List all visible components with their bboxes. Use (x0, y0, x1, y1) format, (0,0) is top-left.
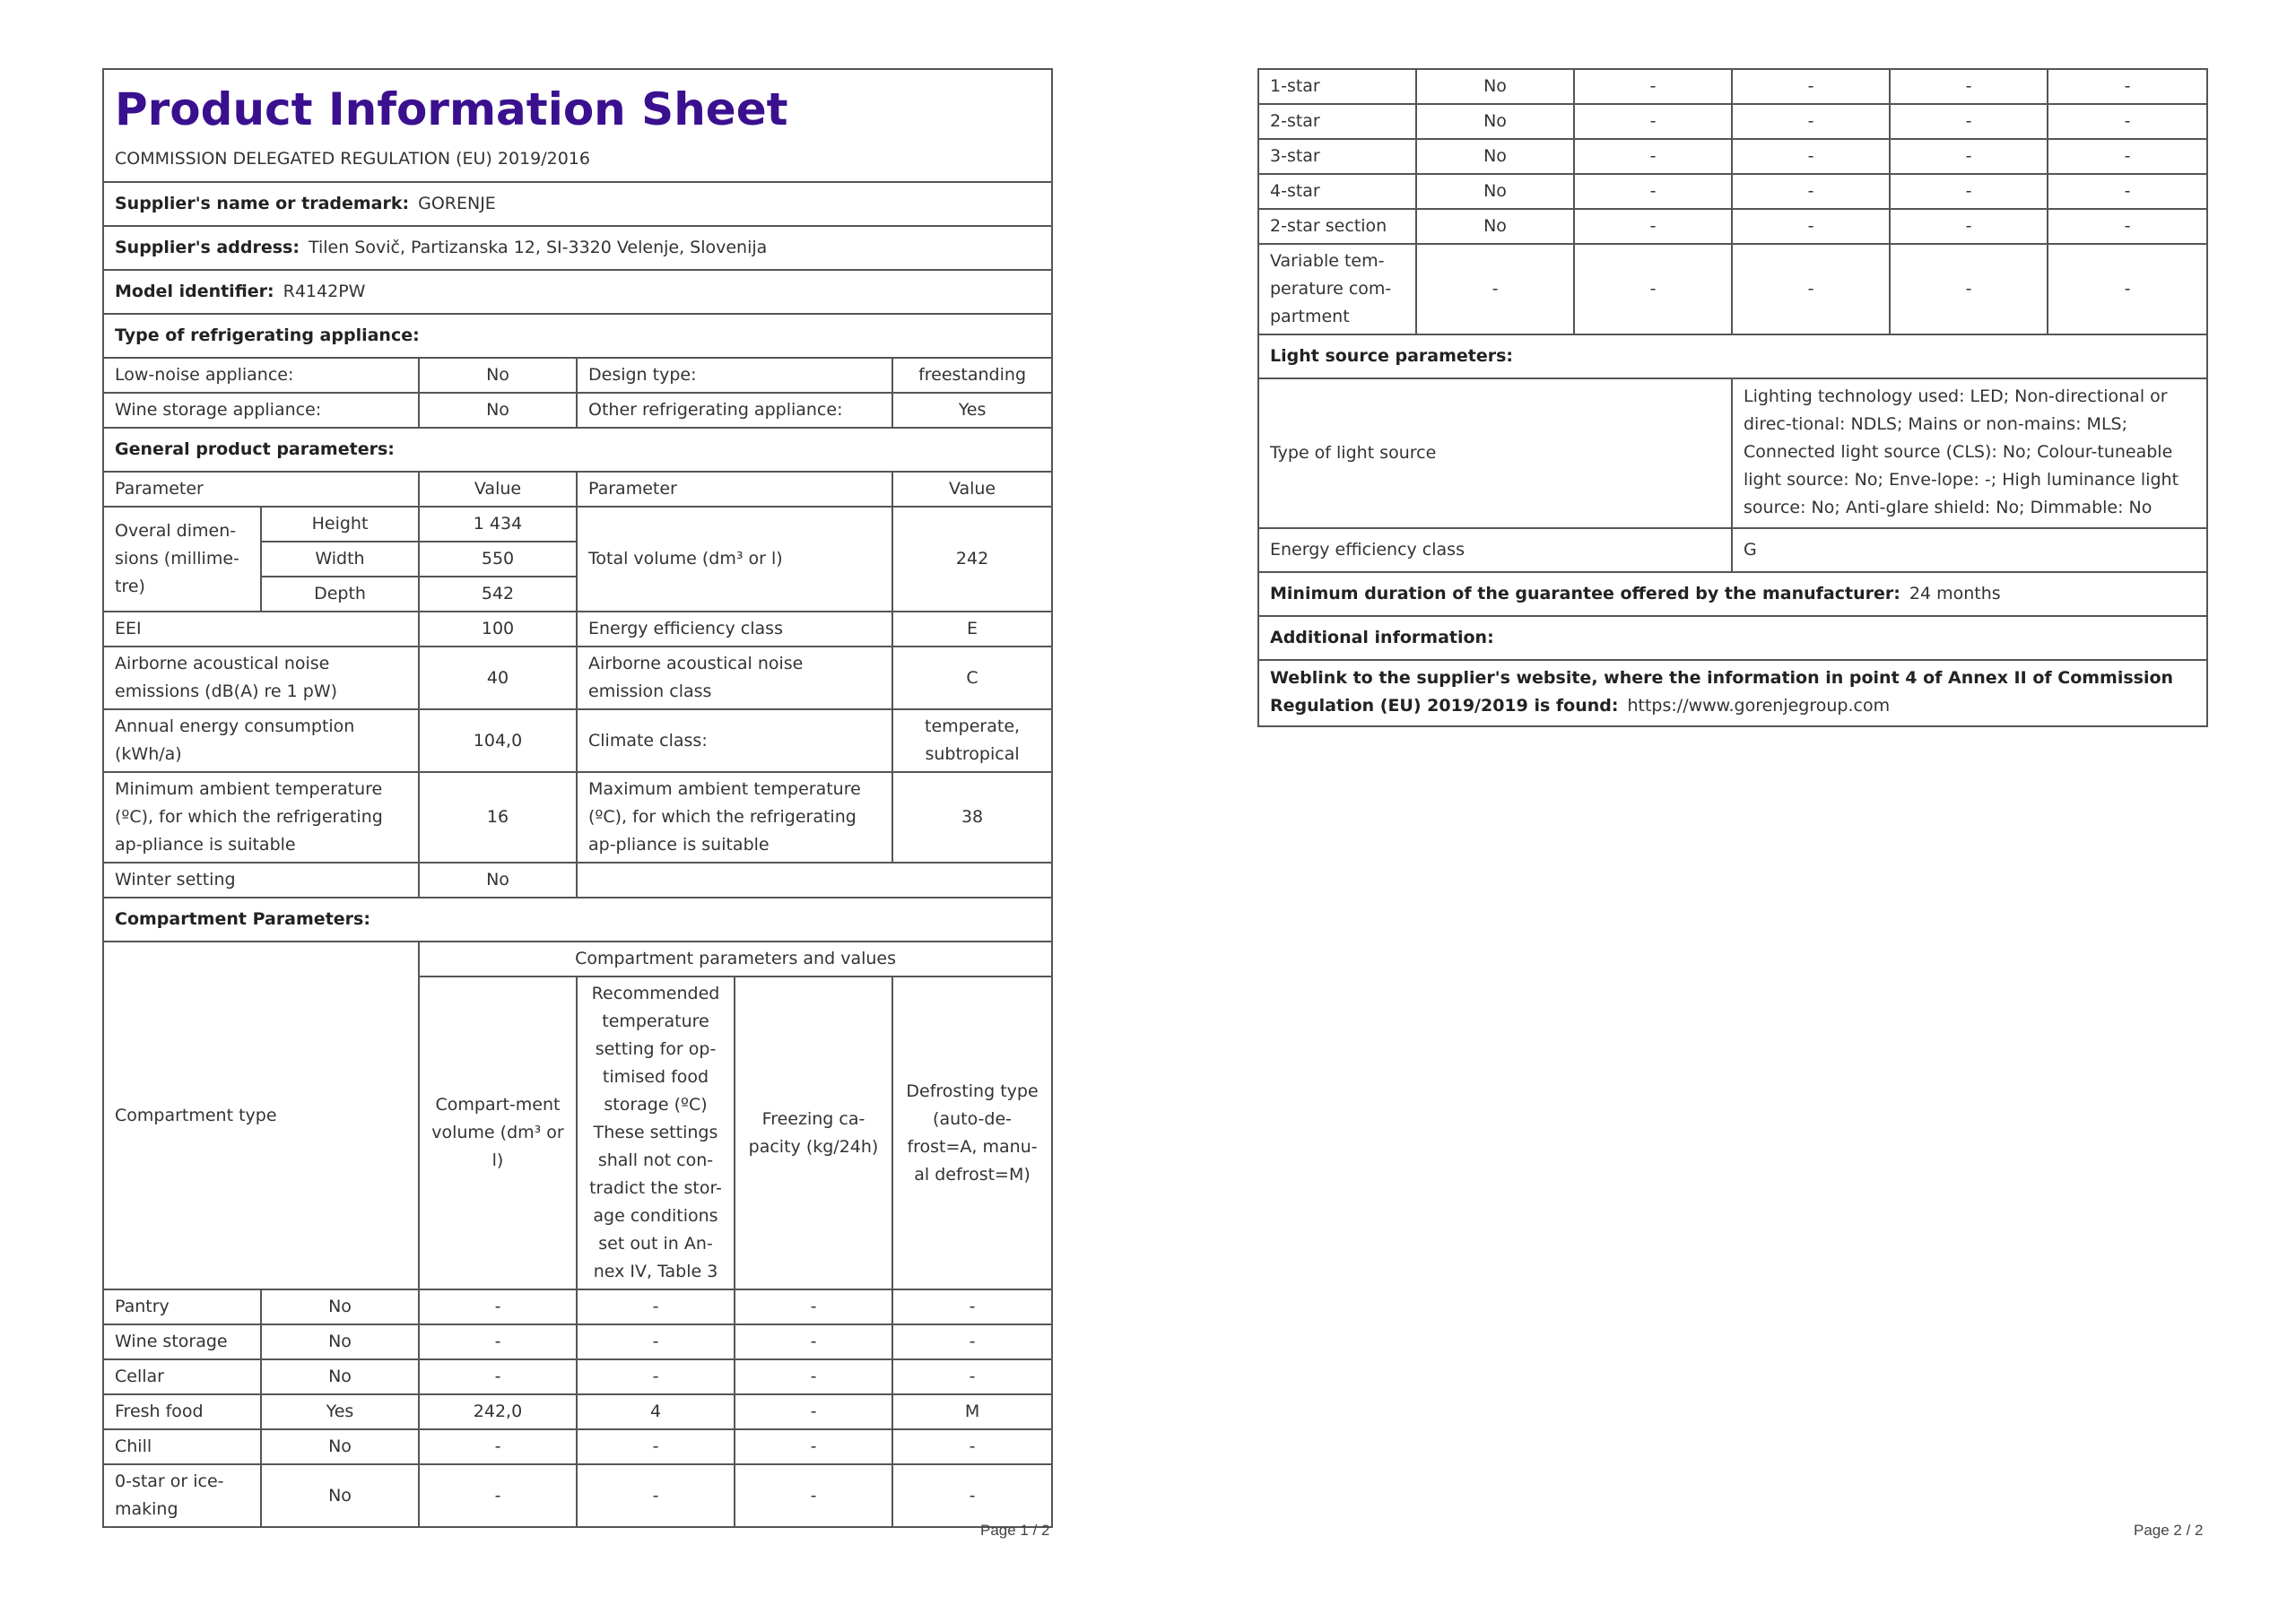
compartment-defrost: - (892, 1359, 1052, 1394)
wine-storage-label: Wine storage appliance: (103, 393, 419, 428)
compartment-present: No (261, 1289, 419, 1324)
compartment-temp: - (577, 1359, 735, 1394)
compartment-name: Fresh food (103, 1394, 261, 1429)
compartment-present: No (1416, 69, 1574, 104)
light-type-label: Type of light source (1258, 378, 1732, 528)
light-heading: Light source parameters: (1258, 334, 2207, 378)
depth-value: 542 (419, 577, 577, 612)
product-info-table-page1 (102, 68, 1053, 1528)
sheet-header (103, 69, 1052, 182)
energy-class-value: E (892, 612, 1052, 647)
energy-class-label: Energy efficiency class (577, 612, 892, 647)
supplier-name-label: Supplier's name or trademark: (115, 194, 410, 213)
compartment-defrost: - (892, 1429, 1052, 1464)
weblink-row (1258, 660, 2207, 726)
compartment-defrost: - (2048, 104, 2207, 139)
total-volume-label: Total volume (dm³ or l) (577, 507, 892, 612)
model-label: Model identifier: (115, 282, 274, 301)
compartment-freezing: - (735, 1464, 892, 1527)
climate-value: temperate, subtropical (892, 709, 1052, 772)
value-header-2: Value (892, 472, 1052, 507)
type-heading: Type of refrigerating appliance: (103, 314, 1052, 358)
compartment-freezing: - (1890, 69, 2048, 104)
compartment-volume: - (419, 1429, 577, 1464)
compartment-name: 2-star section (1258, 209, 1416, 244)
empty-cell (577, 863, 1052, 898)
compartment-present: No (261, 1429, 419, 1464)
climate-label: Climate class: (577, 709, 892, 772)
compartment-name: 3-star (1258, 139, 1416, 174)
compartment-name: Chill (103, 1429, 261, 1464)
compartment-freezing: - (735, 1289, 892, 1324)
compartment-temp: - (577, 1324, 735, 1359)
annual-energy-label: Annual energy consumption (kWh/a) (103, 709, 419, 772)
noise-class-value: C (892, 647, 1052, 709)
supplier-name-row (103, 182, 1052, 226)
compartment-row (1258, 209, 2207, 244)
light-energy-class-value: G (1732, 528, 2207, 572)
total-volume-value: 242 (892, 507, 1052, 612)
annual-energy-value: 104,0 (419, 709, 577, 772)
noise-label: Airborne acoustical noise emissions (dB(A) re 1 pW) (103, 647, 419, 709)
compartment-name: Variable tem-perature com-partment (1258, 244, 1416, 334)
compartment-volume: - (1574, 244, 1732, 334)
noise-value: 40 (419, 647, 577, 709)
compartment-present: - (1416, 244, 1574, 334)
col-temp-header: Recommended temperature setting for op-timised food storage (ºC) These settings shall not con-tradict the stor-age conditions set out in An-nex IV, Table 3 (577, 976, 735, 1289)
guarantee-row (1258, 572, 2207, 616)
wine-storage-value: No (419, 393, 577, 428)
compartment-volume: - (1574, 209, 1732, 244)
compartment-present: No (1416, 139, 1574, 174)
compartment-present: No (261, 1464, 419, 1527)
general-heading: General product parameters: (103, 428, 1052, 472)
compartment-row (103, 1464, 1052, 1527)
page-number-2: Page 2 / 2 (2134, 1522, 2204, 1539)
guarantee-value: 24 months (1909, 584, 2001, 603)
compartment-defrost: - (2048, 244, 2207, 334)
design-type-label: Design type: (577, 358, 892, 393)
compartment-defrost: - (2048, 174, 2207, 209)
max-temp-value: 38 (892, 772, 1052, 863)
height-label: Height (261, 507, 419, 542)
low-noise-label: Low-noise appliance: (103, 358, 419, 393)
depth-label: Depth (261, 577, 419, 612)
min-temp-value: 16 (419, 772, 577, 863)
compartment-defrost: - (2048, 139, 2207, 174)
compartment-row (1258, 69, 2207, 104)
compartment-freezing: - (1890, 139, 2048, 174)
compartment-name: Wine storage (103, 1324, 261, 1359)
other-appliance-value: Yes (892, 393, 1052, 428)
product-info-table-page2 (1257, 68, 2208, 727)
compartment-row (103, 1359, 1052, 1394)
page-1 (102, 68, 1051, 1539)
compartment-present: Yes (261, 1394, 419, 1429)
compartment-present: No (1416, 104, 1574, 139)
winter-label: Winter setting (103, 863, 419, 898)
compartment-row (1258, 104, 2207, 139)
max-temp-label: Maximum ambient temperature (ºC), for which the refrigerating ap-pliance is suitable (577, 772, 892, 863)
compartment-row (1258, 139, 2207, 174)
compartment-freezing: - (1890, 104, 2048, 139)
compartment-present: No (261, 1359, 419, 1394)
compartment-volume: - (1574, 104, 1732, 139)
compartment-temp: - (577, 1464, 735, 1527)
compartment-temp: - (1732, 209, 1890, 244)
compartment-temp: - (577, 1289, 735, 1324)
compartment-defrost: - (2048, 69, 2207, 104)
additional-heading: Additional information: (1258, 616, 2207, 660)
compartment-freezing: - (735, 1359, 892, 1394)
page-2 (1257, 68, 2206, 1539)
param-header: Parameter (103, 472, 419, 507)
compartment-temp: 4 (577, 1394, 735, 1429)
light-energy-class-label: Energy efficiency class (1258, 528, 1732, 572)
compartment-defrost: - (892, 1464, 1052, 1527)
supplier-address-label: Supplier's address: (115, 238, 300, 257)
width-value: 550 (419, 542, 577, 577)
compartment-temp: - (1732, 139, 1890, 174)
noise-class-label: Airborne acoustical noise emission class (577, 647, 892, 709)
param-header-2: Parameter (577, 472, 892, 507)
col-volume-header: Compart-ment volume (dm³ or l) (419, 976, 577, 1289)
compartment-type-header: Compartment type (103, 942, 419, 1289)
compartment-row (103, 1324, 1052, 1359)
compartment-freezing: - (1890, 244, 2048, 334)
eei-label: EEI (103, 612, 419, 647)
compartment-freezing: - (735, 1394, 892, 1429)
compartment-temp: - (1732, 104, 1890, 139)
value-header: Value (419, 472, 577, 507)
compartment-name: Cellar (103, 1359, 261, 1394)
compartment-defrost: M (892, 1394, 1052, 1429)
min-temp-label: Minimum ambient temperature (ºC), for which the refrigerating ap-pliance is suitable (103, 772, 419, 863)
regulation-text: COMMISSION DELEGATED REGULATION (EU) 2019/2016 (115, 149, 590, 169)
compartment-name: Pantry (103, 1289, 261, 1324)
compartment-name: 1-star (1258, 69, 1416, 104)
design-type-value: freestanding (892, 358, 1052, 393)
compartment-freezing: - (735, 1324, 892, 1359)
light-type-value: Lighting technology used: LED; Non-directional or direc-tional: NDLS; Mains or non-mains: MLS; Connected light source (CLS): No; Colour-tuneable light source: No; Enve-lope: -; High luminance light source: No; Anti-glare shield: No; Dimmable: No (1732, 378, 2207, 528)
compartment-present: No (1416, 174, 1574, 209)
compartment-name: 2-star (1258, 104, 1416, 139)
page-title: Product Information Sheet (115, 83, 788, 135)
compartment-present: No (1416, 209, 1574, 244)
compartment-volume: - (419, 1464, 577, 1527)
model-identifier: R4142PW (283, 282, 366, 301)
low-noise-value: No (419, 358, 577, 393)
compartment-defrost: - (892, 1289, 1052, 1324)
compartment-row (103, 1429, 1052, 1464)
weblink-url[interactable]: https://www.gorenjegroup.com (1627, 696, 1891, 716)
supplier-name: GORENJE (418, 194, 496, 213)
compartment-volume: - (1574, 69, 1732, 104)
compartment-group-header: Compartment parameters and values (419, 942, 1052, 976)
compartment-temp: - (1732, 69, 1890, 104)
col-freezing-header: Freezing ca-pacity (kg/24h) (735, 976, 892, 1289)
model-row (103, 270, 1052, 314)
compartment-row (1258, 244, 2207, 334)
compartment-volume: - (419, 1359, 577, 1394)
compartment-row (103, 1394, 1052, 1429)
compartment-heading: Compartment Parameters: (103, 898, 1052, 942)
compartment-volume: 242,0 (419, 1394, 577, 1429)
compartment-volume: - (1574, 174, 1732, 209)
compartment-defrost: - (892, 1324, 1052, 1359)
dimensions-label: Overal dimen-sions (millime-tre) (103, 507, 261, 612)
guarantee-label: Minimum duration of the guarantee offered by the manufacturer: (1270, 584, 1900, 603)
compartment-volume: - (419, 1289, 577, 1324)
compartment-volume: - (419, 1324, 577, 1359)
height-value: 1 434 (419, 507, 577, 542)
compartment-name: 4-star (1258, 174, 1416, 209)
compartment-temp: - (577, 1429, 735, 1464)
compartment-present: No (261, 1324, 419, 1359)
compartment-row (1258, 174, 2207, 209)
compartment-volume: - (1574, 139, 1732, 174)
compartment-freezing: - (1890, 209, 2048, 244)
supplier-address: Tilen Sovič, Partizanska 12, SI-3320 Velenje, Slovenija (308, 238, 768, 257)
width-label: Width (261, 542, 419, 577)
compartment-temp: - (1732, 244, 1890, 334)
col-defrost-header: Defrosting type (auto-de-frost=A, manu-al defrost=M) (892, 976, 1052, 1289)
eei-value: 100 (419, 612, 577, 647)
other-appliance-label: Other refrigerating appliance: (577, 393, 892, 428)
compartment-freezing: - (735, 1429, 892, 1464)
compartment-temp: - (1732, 174, 1890, 209)
compartment-row (103, 1289, 1052, 1324)
supplier-address-row (103, 226, 1052, 270)
compartment-defrost: - (2048, 209, 2207, 244)
compartment-name: 0-star or ice-making (103, 1464, 261, 1527)
page-number-1: Page 1 / 2 (980, 1522, 1050, 1539)
weblink-label: Weblink to the supplier's website, where the information in point 4 of Annex II of Commission Regulation (EU) 2019/2019 is found: (1270, 668, 2174, 716)
compartment-freezing: - (1890, 174, 2048, 209)
winter-value: No (419, 863, 577, 898)
